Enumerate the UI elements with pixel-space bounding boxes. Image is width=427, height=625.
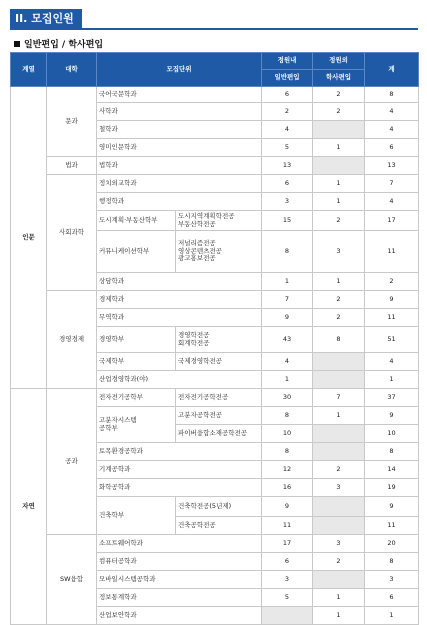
table-row (11, 535, 419, 553)
total-cell: 20 (365, 535, 419, 553)
bachelor-cell: 1 (313, 407, 365, 425)
general-cell: 7 (262, 291, 313, 309)
header-general-top: 정원내 (262, 53, 313, 70)
general-cell: 4 (262, 353, 313, 371)
section-title: II. 모집인원 (10, 9, 82, 29)
general-cell: 9 (262, 309, 313, 327)
table-row (11, 291, 419, 309)
field-cell: 자연 (11, 389, 47, 625)
total-cell: 4 (365, 121, 419, 139)
total-cell: 4 (365, 193, 419, 211)
total-cell: 6 (365, 139, 419, 157)
general-cell: 1 (262, 273, 313, 291)
bachelor-cell: 2 (313, 461, 365, 479)
unit-cell: 전자전기공학부 (97, 389, 176, 407)
header-bachelor-top: 정원외 (313, 53, 365, 70)
table-row (11, 175, 419, 193)
total-cell: 4 (365, 353, 419, 371)
general-cell: 8 (262, 443, 313, 461)
general-cell: 6 (262, 175, 313, 193)
total-cell: 10 (365, 425, 419, 443)
unit-cell: 산업보안학과 (97, 607, 262, 625)
bachelor-cell: 2 (313, 103, 365, 121)
bachelor-cell: 2 (313, 291, 365, 309)
general-cell: 1 (262, 371, 313, 389)
unit-cell: 행정학과 (97, 193, 262, 211)
unit-cell: 기계공학과 (97, 461, 262, 479)
bachelor-cell (313, 353, 365, 371)
major-cell: 도시지역계획학전공 부동산학전공 (176, 211, 262, 231)
subtitle-text: 일반편입 / 학사편입 (24, 40, 104, 50)
college-cell: 법과 (47, 157, 97, 175)
unit-cell: 법학과 (97, 157, 262, 175)
total-cell: 6 (365, 589, 419, 607)
table-row (11, 87, 419, 103)
unit-cell: 정치외교학과 (97, 175, 262, 193)
section-divider (10, 28, 418, 30)
general-cell: 4 (262, 121, 313, 139)
bachelor-cell (313, 157, 365, 175)
subtitle (14, 37, 103, 50)
total-cell: 9 (365, 407, 419, 425)
total-cell: 8 (365, 443, 419, 461)
general-cell: 6 (262, 553, 313, 571)
total-cell: 8 (365, 553, 419, 571)
table-row (11, 389, 419, 407)
college-cell: 사회과학 (47, 175, 97, 291)
bachelor-cell (313, 571, 365, 589)
unit-cell: 경제학과 (97, 291, 262, 309)
bachelor-cell: 8 (313, 327, 365, 353)
general-cell: 3 (262, 571, 313, 589)
general-cell: 16 (262, 479, 313, 497)
unit-cell: 국제학부 (97, 353, 176, 371)
unit-cell: 상담학과 (97, 273, 262, 291)
total-cell: 4 (365, 103, 419, 121)
general-cell: 17 (262, 535, 313, 553)
unit-cell: 산업경영학과(야) (97, 371, 262, 389)
header-row-1 (11, 53, 419, 70)
bachelor-cell: 1 (313, 175, 365, 193)
unit-cell: 무역학과 (97, 309, 262, 327)
unit-cell: 사학과 (97, 103, 262, 121)
college-cell: 문과 (47, 87, 97, 157)
unit-cell: 커뮤니케이션학부 (97, 231, 176, 273)
unit-cell: 건축학부 (97, 497, 176, 535)
unit-cell: 컴퓨터공학과 (97, 553, 262, 571)
unit-cell: 철학과 (97, 121, 262, 139)
unit-cell: 경영학부 (97, 327, 176, 353)
total-cell: 1 (365, 607, 419, 625)
general-cell: 5 (262, 589, 313, 607)
header-bachelor-bottom: 학사편입 (313, 70, 365, 87)
major-cell: 파이버융합소재공학전공 (176, 425, 262, 443)
bachelor-cell: 1 (313, 589, 365, 607)
header-total: 계 (365, 53, 419, 87)
total-cell: 11 (365, 309, 419, 327)
bachelor-cell: 2 (313, 211, 365, 231)
total-cell: 1 (365, 371, 419, 389)
total-cell: 11 (365, 517, 419, 535)
major-cell: 국제경영학전공 (176, 353, 262, 371)
college-cell: SW융합 (47, 535, 97, 625)
unit-cell: 토목환경공학과 (97, 443, 262, 461)
bachelor-cell (313, 371, 365, 389)
college-cell: 경영경제 (47, 291, 97, 389)
bachelor-cell: 1 (313, 139, 365, 157)
bachelor-cell: 1 (313, 607, 365, 625)
general-cell: 13 (262, 157, 313, 175)
major-cell: 건축학전공(5년제) (176, 497, 262, 517)
unit-cell: 국어국문학과 (97, 87, 262, 103)
unit-cell: 모바일시스템공학과 (97, 571, 262, 589)
bachelor-cell (313, 517, 365, 535)
bachelor-cell (313, 121, 365, 139)
general-cell: 12 (262, 461, 313, 479)
header-field: 계열 (11, 53, 47, 87)
total-cell: 2 (365, 273, 419, 291)
total-cell: 11 (365, 231, 419, 273)
general-cell: 2 (262, 103, 313, 121)
total-cell: 37 (365, 389, 419, 407)
unit-cell: 소프트웨어학과 (97, 535, 262, 553)
general-cell: 11 (262, 517, 313, 535)
recruitment-table (10, 52, 419, 625)
bachelor-cell: 1 (313, 273, 365, 291)
header-general-bottom: 일반편입 (262, 70, 313, 87)
general-cell: 3 (262, 193, 313, 211)
unit-cell: 영미인문학과 (97, 139, 262, 157)
bachelor-cell: 3 (313, 231, 365, 273)
general-cell: 5 (262, 139, 313, 157)
general-cell: 15 (262, 211, 313, 231)
bachelor-cell: 3 (313, 535, 365, 553)
total-cell: 19 (365, 479, 419, 497)
square-bullet-icon (14, 41, 20, 47)
major-cell: 저널리즘전공 영상콘텐츠전공 광고홍보전공 (176, 231, 262, 273)
unit-cell: 고분자시스템 공학부 (97, 407, 176, 443)
header-college: 대학 (47, 53, 97, 87)
major-cell: 고분자공학전공 (176, 407, 262, 425)
major-cell: 경영학전공 회계학전공 (176, 327, 262, 353)
unit-cell: 화학공학과 (97, 479, 262, 497)
header-unit: 모집단위 (97, 53, 262, 87)
major-cell: 건축공학전공 (176, 517, 262, 535)
total-cell: 13 (365, 157, 419, 175)
major-cell: 전자전기공학전공 (176, 389, 262, 407)
general-cell: 9 (262, 497, 313, 517)
bachelor-cell: 2 (313, 553, 365, 571)
general-cell: 43 (262, 327, 313, 353)
unit-cell: 도시계획·부동산학부 (97, 211, 176, 231)
bachelor-cell (313, 443, 365, 461)
bachelor-cell: 2 (313, 309, 365, 327)
bachelor-cell (313, 425, 365, 443)
total-cell: 51 (365, 327, 419, 353)
total-cell: 9 (365, 497, 419, 517)
total-cell: 3 (365, 571, 419, 589)
general-cell: 6 (262, 87, 313, 103)
total-cell: 17 (365, 211, 419, 231)
general-cell: 8 (262, 407, 313, 425)
table-row (11, 157, 419, 175)
total-cell: 8 (365, 87, 419, 103)
bachelor-cell: 1 (313, 193, 365, 211)
bachelor-cell (313, 497, 365, 517)
general-cell (262, 607, 313, 625)
general-cell: 30 (262, 389, 313, 407)
total-cell: 9 (365, 291, 419, 309)
college-cell: 공과 (47, 389, 97, 535)
bachelor-cell: 2 (313, 87, 365, 103)
bachelor-cell: 7 (313, 389, 365, 407)
unit-cell: 정보통계학과 (97, 589, 262, 607)
general-cell: 8 (262, 231, 313, 273)
bachelor-cell: 3 (313, 479, 365, 497)
total-cell: 14 (365, 461, 419, 479)
total-cell: 7 (365, 175, 419, 193)
general-cell: 10 (262, 425, 313, 443)
field-cell: 인문 (11, 87, 47, 389)
